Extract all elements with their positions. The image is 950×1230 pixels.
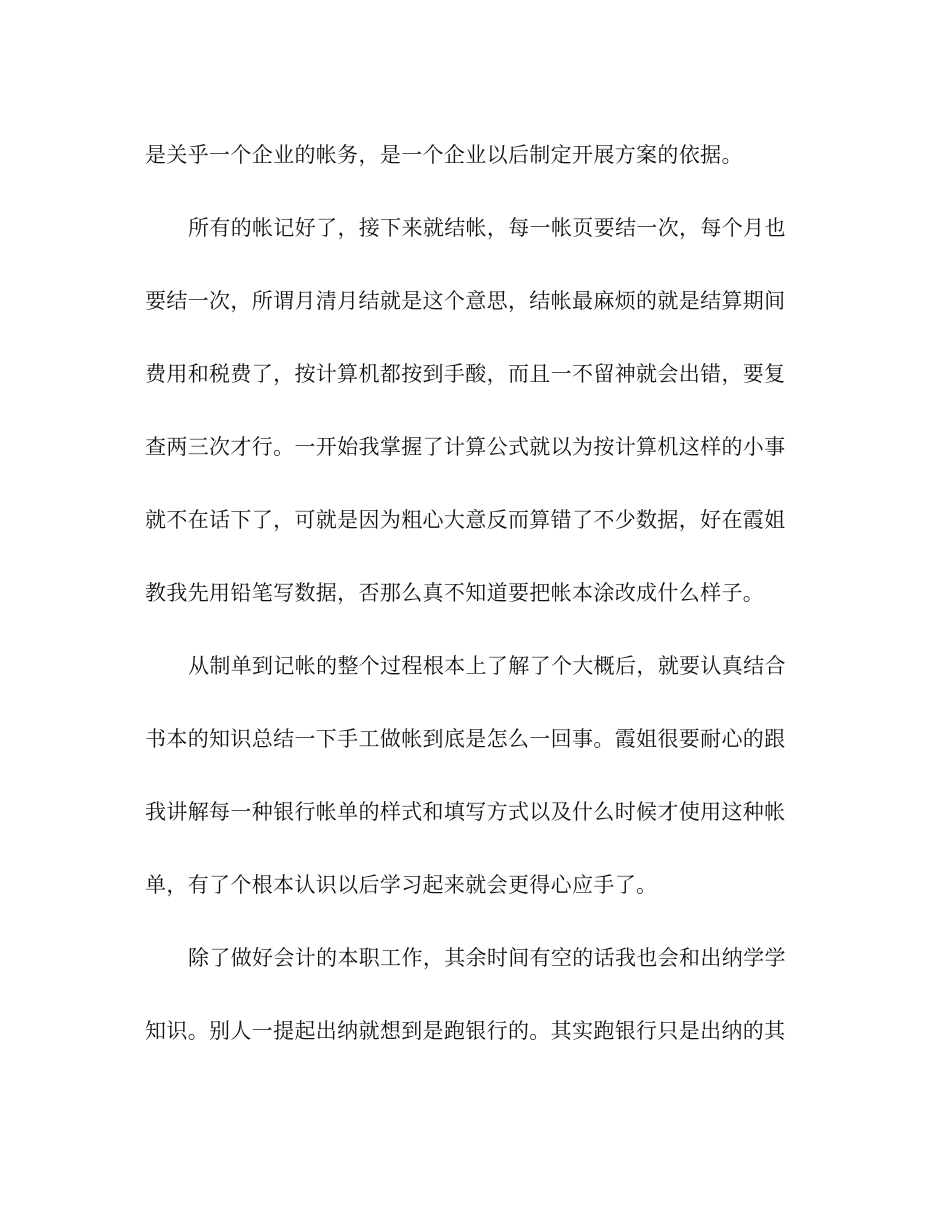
text-line: 单，有了个根本认识以后学习起来就会更得心应手了。: [145, 873, 658, 897]
text-line: 书本的知识总结一下手工做帐到底是怎么一回事。霞姐很要耐心的跟: [145, 727, 786, 751]
text-line: 要结一次，所谓月清月结就是这个意思，结帐最麻烦的就是结算期间: [145, 289, 786, 313]
text-line: 查两三次才行。一开始我掌握了计算公式就以为按计算机这样的小事: [145, 435, 786, 459]
paragraph-first-line: 除了做好会计的本职工作，其余时间有空的话我也会和出纳学学: [188, 946, 786, 970]
text-line: 费用和税费了，按计算机都按到手酸，而且一不留神就会出错，要复: [145, 362, 786, 386]
text-line: 教我先用铅笔写数据，否那么真不知道要把帐本涂改成什么样子。: [145, 581, 765, 605]
text-line: 我讲解每一种银行帐单的样式和填写方式以及什么时候才使用这种帐: [145, 800, 786, 824]
text-line: 是关乎一个企业的帐务，是一个企业以后制定开展方案的依据。: [145, 143, 743, 167]
paragraph-first-line: 从制单到记帐的整个过程根本上了解了个大概后，就要认真结合: [188, 654, 786, 678]
paragraph-first-line: 所有的帐记好了，接下来就结帐，每一帐页要结一次，每个月也: [188, 216, 786, 240]
text-line: 知识。别人一提起出纳就想到是跑银行的。其实跑银行只是出纳的其: [145, 1019, 786, 1043]
text-line: 就不在话下了，可就是因为粗心大意反而算错了不少数据，好在霞姐: [145, 508, 786, 532]
